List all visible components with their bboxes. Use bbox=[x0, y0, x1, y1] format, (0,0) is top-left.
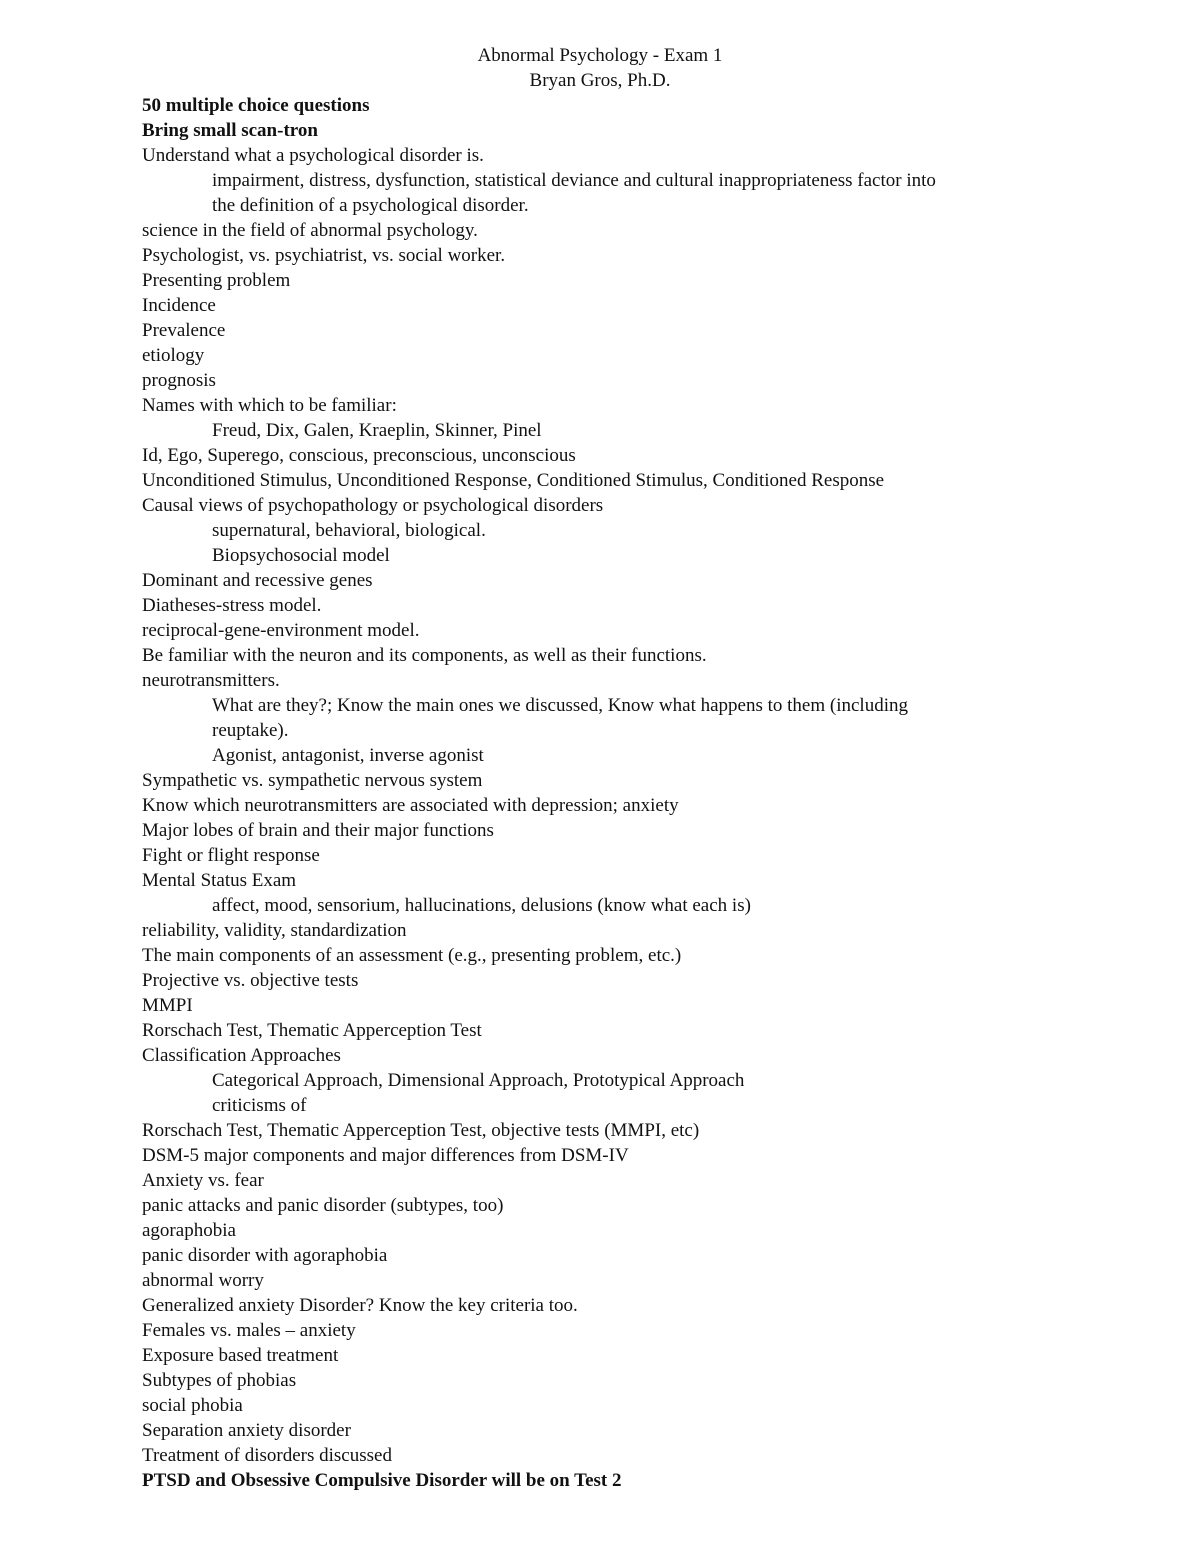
sub-topic-line: reuptake). bbox=[212, 720, 289, 741]
sub-topic-line: criticisms of bbox=[212, 1095, 307, 1116]
topic-line: reliability, validity, standardization bbox=[142, 920, 407, 941]
sub-topic-line: Agonist, antagonist, inverse agonist bbox=[212, 745, 484, 766]
topic-line: neurotransmitters. bbox=[142, 670, 280, 691]
topic-line: Exposure based treatment bbox=[142, 1345, 339, 1366]
topic-line: Dominant and recessive genes bbox=[142, 570, 373, 591]
topic-line: MMPI bbox=[142, 995, 193, 1016]
topic-line: Treatment of disorders discussed bbox=[142, 1445, 392, 1466]
topic-line: agoraphobia bbox=[142, 1220, 236, 1241]
topic-line: Sympathetic vs. sympathetic nervous system bbox=[142, 770, 483, 791]
topic-line: Rorschach Test, Thematic Apperception Test, objective tests (MMPI, etc) bbox=[142, 1120, 700, 1141]
topic-line: Diatheses-stress model. bbox=[142, 595, 322, 616]
bold-note-line: PTSD and Obsessive Compulsive Disorder will be on Test 2 bbox=[142, 1470, 622, 1491]
topic-line: social phobia bbox=[142, 1395, 243, 1416]
sub-topic-line: impairment, distress, dysfunction, statistical deviance and cultural inappropriateness factor into bbox=[212, 170, 936, 191]
topic-line: reciprocal-gene-environment model. bbox=[142, 620, 420, 641]
topic-line: panic attacks and panic disorder (subtypes, too) bbox=[142, 1195, 504, 1216]
topic-line: Females vs. males – anxiety bbox=[142, 1320, 356, 1341]
topic-line: Projective vs. objective tests bbox=[142, 970, 359, 991]
topic-line: Be familiar with the neuron and its components, as well as their functions. bbox=[142, 645, 707, 666]
bold-note-line: 50 multiple choice questions bbox=[142, 95, 370, 116]
topic-line: Incidence bbox=[142, 295, 216, 316]
topic-line: Subtypes of phobias bbox=[142, 1370, 297, 1391]
topic-line: Id, Ego, Superego, conscious, preconscious, unconscious bbox=[142, 445, 576, 466]
topic-line: Fight or flight response bbox=[142, 845, 320, 866]
topic-line: Rorschach Test, Thematic Apperception Test bbox=[142, 1020, 482, 1041]
topic-line: Mental Status Exam bbox=[142, 870, 297, 891]
sub-topic-line: What are they?; Know the main ones we discussed, Know what happens to them (including bbox=[212, 695, 908, 716]
sub-topic-line: affect, mood, sensorium, hallucinations, delusions (know what each is) bbox=[212, 895, 751, 916]
sub-topic-line: Categorical Approach, Dimensional Approach, Prototypical Approach bbox=[212, 1070, 745, 1091]
topic-line: Understand what a psychological disorder is. bbox=[142, 145, 484, 166]
topic-line: The main components of an assessment (e.g., presenting problem, etc.) bbox=[142, 945, 682, 966]
topic-line: Major lobes of brain and their major functions bbox=[142, 820, 494, 841]
topic-line: Separation anxiety disorder bbox=[142, 1420, 351, 1441]
sub-topic-line: Biopsychosocial model bbox=[212, 545, 390, 566]
topic-line: Classification Approaches bbox=[142, 1045, 341, 1066]
topic-line: abnormal worry bbox=[142, 1270, 264, 1291]
document-author: Bryan Gros, Ph.D. bbox=[529, 70, 671, 91]
topic-line: Causal views of psychopathology or psychological disorders bbox=[142, 495, 604, 516]
topic-line: DSM-5 major components and major differences from DSM-IV bbox=[142, 1145, 629, 1166]
topic-line: prognosis bbox=[142, 370, 216, 391]
sub-topic-line: the definition of a psychological disorder. bbox=[212, 195, 529, 216]
topic-line: Names with which to be familiar: bbox=[142, 395, 397, 416]
sub-topic-line: supernatural, behavioral, biological. bbox=[212, 520, 486, 541]
topic-line: Psychologist, vs. psychiatrist, vs. social worker. bbox=[142, 245, 506, 266]
topic-line: Presenting problem bbox=[142, 270, 291, 291]
topic-line: Generalized anxiety Disorder? Know the key criteria too. bbox=[142, 1295, 578, 1316]
document-header bbox=[0, 43, 1200, 93]
topic-line: etiology bbox=[142, 345, 205, 366]
sub-topic-line: Freud, Dix, Galen, Kraeplin, Skinner, Pinel bbox=[212, 420, 542, 441]
topic-line: Unconditioned Stimulus, Unconditioned Response, Conditioned Stimulus, Conditioned Response bbox=[142, 470, 885, 491]
topic-line: panic disorder with agoraphobia bbox=[142, 1245, 388, 1266]
bold-note-line: Bring small scan-tron bbox=[142, 120, 318, 141]
document-title: Abnormal Psychology - Exam 1 bbox=[477, 45, 723, 66]
topic-line: Know which neurotransmitters are associated with depression; anxiety bbox=[142, 795, 679, 816]
study-guide-list bbox=[142, 93, 1142, 1493]
topic-line: science in the field of abnormal psychology. bbox=[142, 220, 478, 241]
topic-line: Prevalence bbox=[142, 320, 226, 341]
topic-line: Anxiety vs. fear bbox=[142, 1170, 264, 1191]
